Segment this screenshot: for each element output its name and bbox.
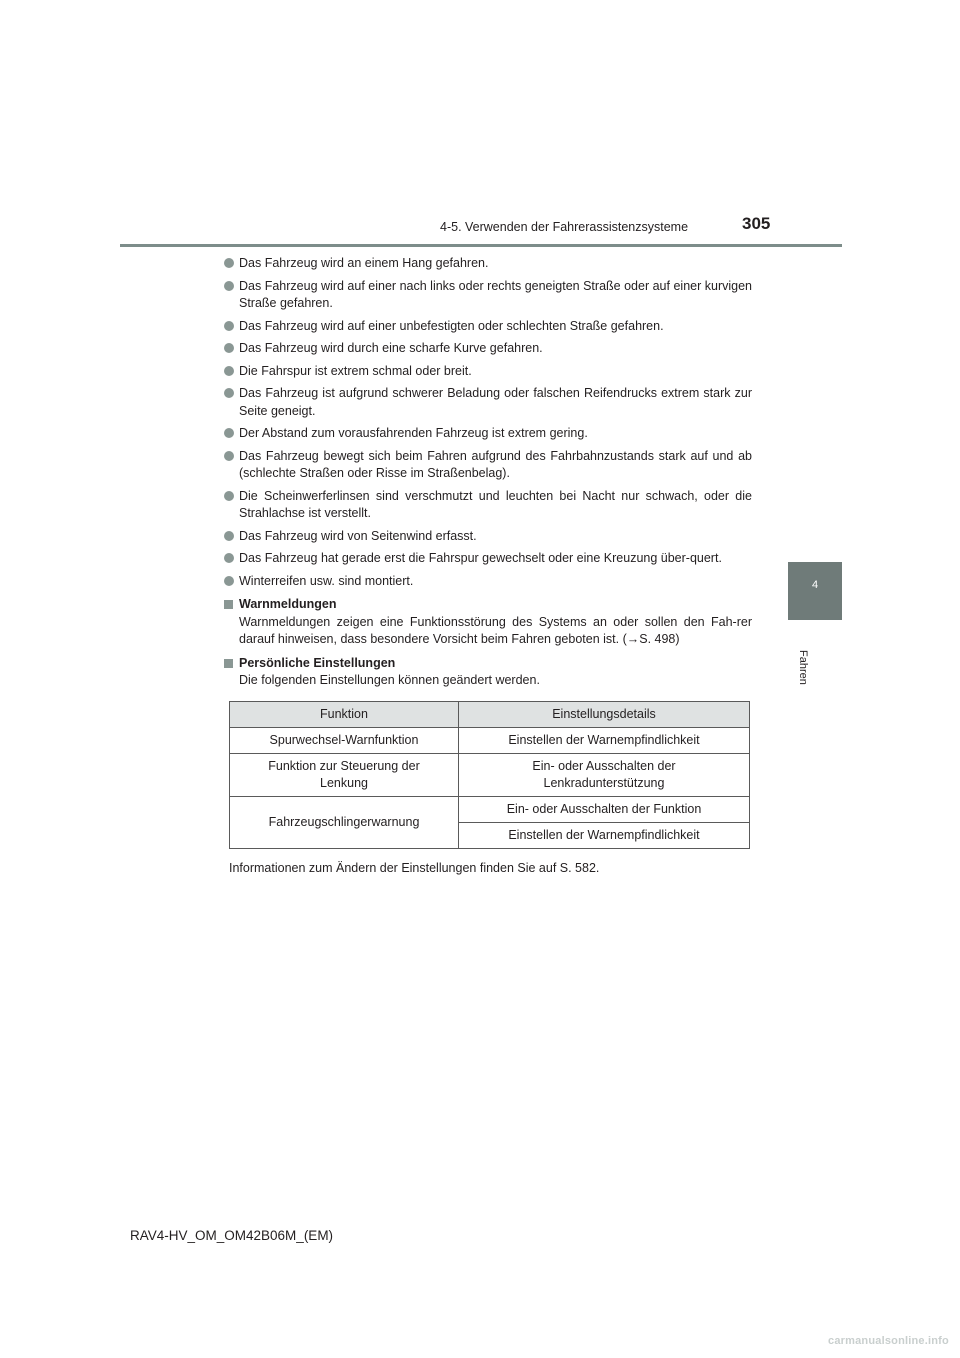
bullet-dot-icon bbox=[224, 576, 234, 586]
list-item: Das Fahrzeug ist aufgrund schwerer Beladung oder falschen Reifendrucks extrem stark zur Seite geneigt. bbox=[222, 385, 752, 420]
page-number: 305 bbox=[742, 214, 771, 233]
table-cell-details: Einstellen der Warnempfindlichkeit bbox=[459, 727, 750, 753]
table-row bbox=[230, 796, 750, 822]
table-cell-details: Ein- oder Ausschalten der Funktion bbox=[459, 796, 750, 822]
settings-table bbox=[229, 701, 750, 849]
bullet-dot-icon bbox=[224, 258, 234, 268]
list-item: Das Fahrzeug wird an einem Hang gefahren. bbox=[222, 255, 752, 273]
table-row bbox=[230, 727, 750, 753]
table-cell-details: Einstellen der Warnempfindlichkeit bbox=[459, 822, 750, 848]
table-cell-function: Funktion zur Steuerung der Lenkung bbox=[230, 753, 459, 796]
list-item: Das Fahrzeug wird auf einer unbefestigten oder schlechten Straße gefahren. bbox=[222, 318, 752, 336]
table-cell-details: Ein- oder Ausschalten der Lenkradunterstützung bbox=[459, 753, 750, 796]
table-header-details: Einstellungsdetails bbox=[459, 701, 750, 727]
section-square-icon bbox=[224, 659, 233, 668]
list-item: Die Fahrspur ist extrem schmal oder breit. bbox=[222, 363, 752, 381]
settings-body: Die folgenden Einstellungen können geändert werden. bbox=[239, 673, 540, 687]
header-rule bbox=[120, 244, 842, 247]
bullet-dot-icon bbox=[224, 451, 234, 461]
document-code: RAV4-HV_OM_OM42B06M_(EM) bbox=[130, 1228, 334, 1243]
list-item: Das Fahrzeug bewegt sich beim Fahren aufgrund des Fahrbahnzustands stark auf und ab (schlechte Straßen oder Risse im Straßenbelag). bbox=[222, 448, 752, 483]
section-square-icon bbox=[224, 600, 233, 609]
list-item: Die Scheinwerferlinsen sind verschmutzt und leuchten bei Nacht nur schwach, oder die Strahlachse ist verstellt. bbox=[222, 488, 752, 523]
warnings-title: Warnmeldungen bbox=[239, 597, 337, 611]
bullet-dot-icon bbox=[224, 491, 234, 501]
table-row bbox=[230, 753, 750, 796]
table-header-function: Funktion bbox=[230, 701, 459, 727]
bullet-list bbox=[222, 255, 752, 590]
bullet-dot-icon bbox=[224, 388, 234, 398]
list-item: Das Fahrzeug wird durch eine scharfe Kurve gefahren. bbox=[222, 340, 752, 358]
chapter-tab bbox=[788, 562, 842, 620]
page-content bbox=[222, 255, 752, 877]
table-header-row bbox=[230, 701, 750, 727]
chapter-number: 4 bbox=[811, 579, 819, 591]
bullet-dot-icon bbox=[224, 531, 234, 541]
bullet-dot-icon bbox=[224, 343, 234, 353]
settings-title: Persönliche Einstellungen bbox=[239, 655, 396, 670]
list-item: Das Fahrzeug hat gerade erst die Fahrspur gewechselt oder eine Kreuzung über-quert. bbox=[222, 550, 752, 568]
warnings-section bbox=[222, 596, 752, 649]
settings-section bbox=[222, 655, 752, 690]
footer-note: Informationen zum Ändern der Einstellungen finden Sie auf S. 582. bbox=[229, 860, 600, 875]
table-cell-function: Spurwechsel-Warnfunktion bbox=[230, 727, 459, 753]
bullet-dot-icon bbox=[224, 321, 234, 331]
bullet-dot-icon bbox=[224, 428, 234, 438]
bullet-dot-icon bbox=[224, 553, 234, 563]
list-item: Der Abstand zum vorausfahrenden Fahrzeug ist extrem gering. bbox=[222, 425, 752, 443]
list-item: Das Fahrzeug wird auf einer nach links oder rechts geneigten Straße oder auf einer kurvigen Straße gefahren. bbox=[222, 278, 752, 313]
watermark: carmanualsonline.info bbox=[828, 1335, 949, 1347]
bullet-dot-icon bbox=[224, 366, 234, 376]
warnings-body: Warnmeldungen zeigen eine Funktionsstörung des Systems an oder sollen den Fah-rer darauf hinweisen, dass besondere Vorsicht beim Fahren geboten ist. (→S. 498) bbox=[239, 614, 752, 646]
bullet-dot-icon bbox=[224, 281, 234, 291]
chapter-label: Fahren bbox=[797, 650, 809, 685]
header-section-title: 4-5. Verwenden der Fahrerassistenzsysteme bbox=[440, 220, 689, 234]
list-item: Winterreifen usw. sind montiert. bbox=[222, 573, 752, 591]
table-cell-function: Fahrzeugschlingerwarnung bbox=[230, 796, 459, 848]
list-item: Das Fahrzeug wird von Seitenwind erfasst. bbox=[222, 528, 752, 546]
